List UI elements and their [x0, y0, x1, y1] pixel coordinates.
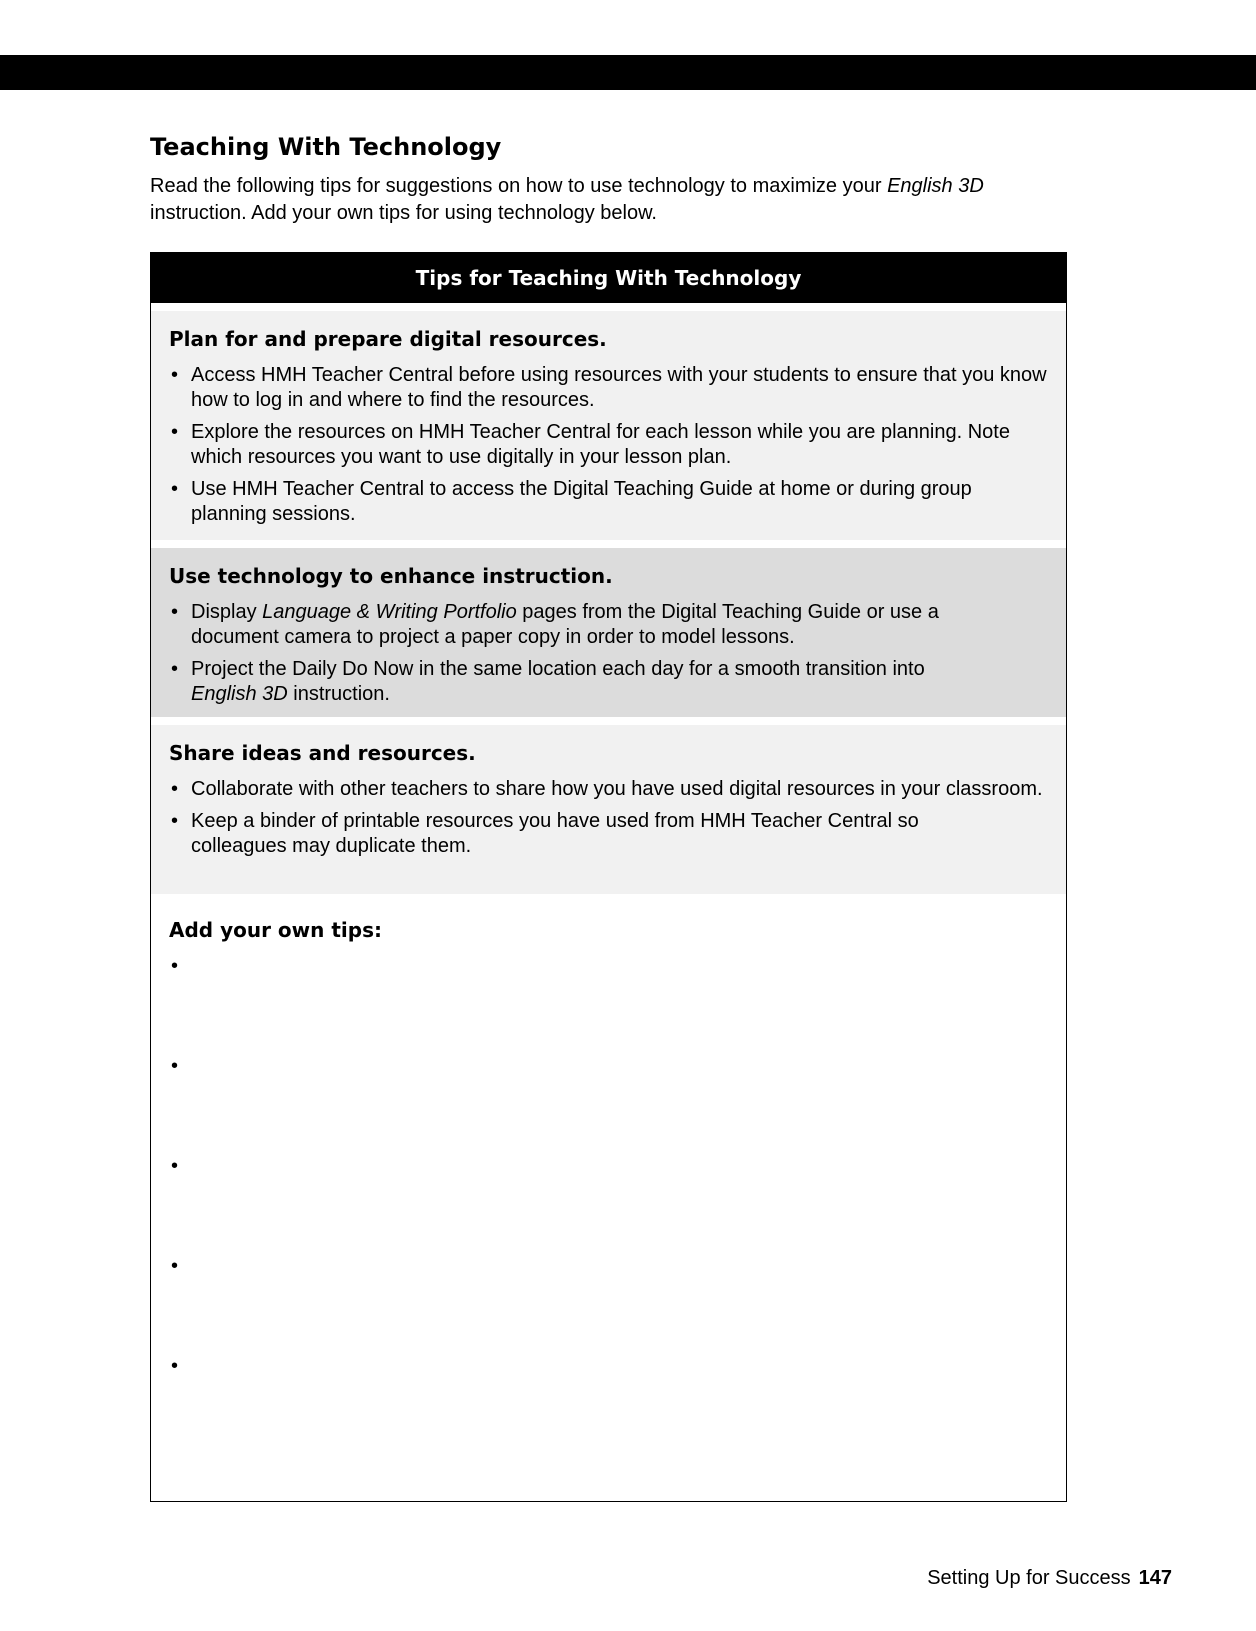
- intro-italic: English 3D: [887, 175, 984, 197]
- section-enhance: [151, 548, 1066, 717]
- section-plan: [151, 311, 1066, 540]
- list-item-text: instruction.: [287, 683, 390, 705]
- list-item-text: Project the Daily Do Now in the same location each day for a smooth transition into: [191, 658, 925, 680]
- bullet-glyph: •: [171, 1355, 179, 1377]
- list-item-text: pages from the Digital Teaching Guide or use a document camera to project a paper copy in order to model lessons.: [191, 601, 939, 648]
- section-heading: Share ideas and resources.: [169, 741, 476, 765]
- blank-tip-line[interactable]: [169, 1154, 1048, 1254]
- section-own-tips: [151, 902, 1066, 1492]
- list-item: [169, 657, 961, 707]
- list-item: [169, 600, 961, 650]
- list-item-italic: English 3D: [191, 683, 288, 705]
- bullet-list: [169, 777, 1048, 859]
- list-item: • Use HMH Teacher Central to access the Digital Teaching Guide at home or during group planning sessions.: [169, 477, 1048, 527]
- top-black-bar: [0, 55, 1256, 90]
- list-item-text: Display: [191, 601, 263, 623]
- blank-tip-line[interactable]: [169, 1354, 1048, 1454]
- page-footer: [927, 1566, 1172, 1591]
- tips-panel: [150, 252, 1067, 1502]
- list-item: • Collaborate with other teachers to share how you have used digital resources in your classroom.: [169, 777, 1048, 802]
- panel-header: Tips for Teaching With Technology: [151, 253, 1066, 303]
- page-number: 147: [1138, 1567, 1172, 1589]
- intro-paragraph: [150, 173, 1060, 227]
- section-heading: Plan for and prepare digital resources.: [169, 327, 607, 351]
- section-heading: Use technology to enhance instruction.: [169, 564, 613, 588]
- section-heading: Add your own tips:: [169, 918, 382, 942]
- list-item: • Keep a binder of printable resources you have used from HMH Teacher Central so colleagues may duplicate them.: [169, 809, 961, 859]
- bullet-list: [169, 600, 1048, 707]
- bullet-list: [169, 363, 1048, 527]
- page-title: Teaching With Technology: [150, 133, 502, 161]
- blank-tip-line[interactable]: [169, 1254, 1048, 1354]
- blank-tip-line[interactable]: [169, 954, 1048, 1054]
- bullet-glyph: •: [171, 1155, 179, 1177]
- footer-label: Setting Up for Success: [927, 1567, 1131, 1589]
- intro-text-1: Read the following tips for suggestions on how to use technology to maximize your: [150, 175, 888, 197]
- blank-tip-line[interactable]: [169, 1054, 1048, 1154]
- bullet-glyph: •: [171, 1255, 179, 1277]
- bullet-glyph: •: [171, 1055, 179, 1077]
- list-item-italic: Language & Writing Portfolio: [262, 601, 517, 623]
- blank-tip-list: [169, 954, 1048, 1454]
- section-share: [151, 725, 1066, 894]
- list-item: • Explore the resources on HMH Teacher Central for each lesson while you are planning. Note which resources you want to use digitally in your lesson plan.: [169, 420, 1048, 470]
- bullet-glyph: •: [171, 955, 179, 977]
- list-item: • Access HMH Teacher Central before using resources with your students to ensure that you know how to log in and where to find the resources.: [169, 363, 1048, 413]
- intro-text-2: instruction. Add your own tips for using technology below.: [150, 202, 657, 224]
